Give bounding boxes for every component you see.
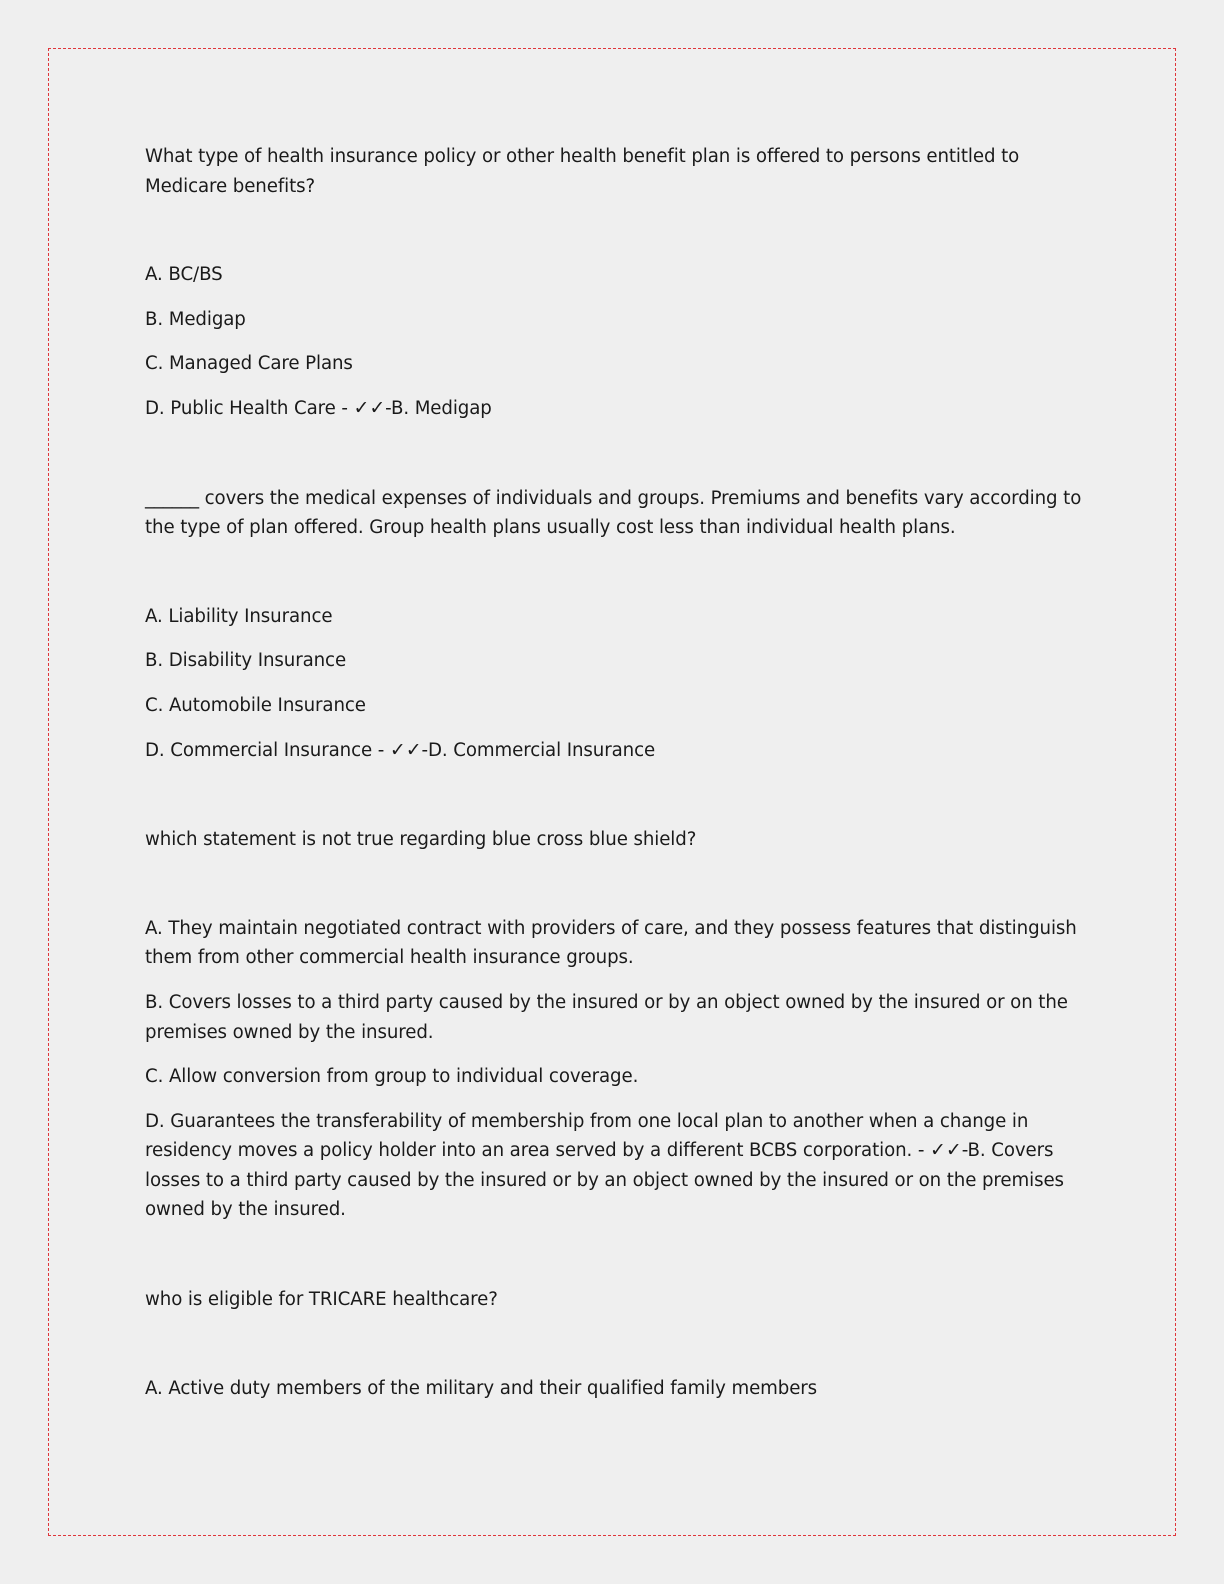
document-content xyxy=(145,142,1085,1418)
question-1-option-d-text: D. Public Health Care - xyxy=(145,397,354,419)
question-2-answer: -D. Commercial Insurance xyxy=(421,739,656,761)
question-2-blank: ______ xyxy=(145,487,199,509)
question-1-answer: -B. Medigap xyxy=(385,397,492,419)
answer-check-icon: ✓✓ xyxy=(353,396,386,419)
question-2-option-a: A. Liability Insurance xyxy=(145,605,333,627)
question-2-option-b: B. Disability Insurance xyxy=(145,650,347,672)
question-3-prompt: which statement is not true regarding blue cross blue shield? xyxy=(145,829,697,851)
question-1-option-b: B. Medigap xyxy=(145,308,246,330)
question-1-option-a: A. BC/BS xyxy=(145,264,223,286)
answer-check-icon: ✓✓ xyxy=(930,1139,962,1162)
question-1-prompt: What type of health insurance policy or other health benefit plan is offered to persons entitled to Medicare benefits? xyxy=(145,146,1020,197)
question-3-option-a: A. They maintain negotiated contract with providers of care, and they possess features that distinguish them from other commercial health insurance groups. xyxy=(145,917,1077,969)
question-3-option-d xyxy=(145,1107,1085,1225)
question-3-option-b: B. Covers losses to a third party caused by the insured or by an object owned by the insured or on the premises owned by the insured. xyxy=(145,991,1068,1043)
question-3-option-d-text: D. Guarantees the transferability of membership from one local plan to another when a change in residency moves a policy holder into an area served by a different BCBS corporation. - xyxy=(145,1110,1029,1162)
question-1-option-d xyxy=(145,394,1085,424)
question-1-option-c: C. Managed Care Plans xyxy=(145,353,353,375)
answer-check-icon: ✓✓ xyxy=(389,738,422,761)
question-2-option-d-text: D. Commercial Insurance - xyxy=(145,739,390,761)
question-4-option-a: A. Active duty members of the military and their qualified family members xyxy=(145,1377,818,1399)
question-2-option-d xyxy=(145,736,1085,766)
question-3-answer: -B. Covers losses to a third party caused by the insured or by an object owned by the insured or on the premises owned by the insured. xyxy=(145,1140,1064,1221)
question-2-option-c: C. Automobile Insurance xyxy=(145,694,366,716)
question-3-option-c: C. Allow conversion from group to individual coverage. xyxy=(145,1066,639,1088)
question-2-prompt xyxy=(145,484,1085,543)
question-4-prompt: who is eligible for TRICARE healthcare? xyxy=(145,1289,498,1311)
question-2-prompt-text: covers the medical expenses of individuals and groups. Premiums and benefits vary according to the type of plan offered. Group health plans usually cost less than individual health plans. xyxy=(145,487,1082,539)
